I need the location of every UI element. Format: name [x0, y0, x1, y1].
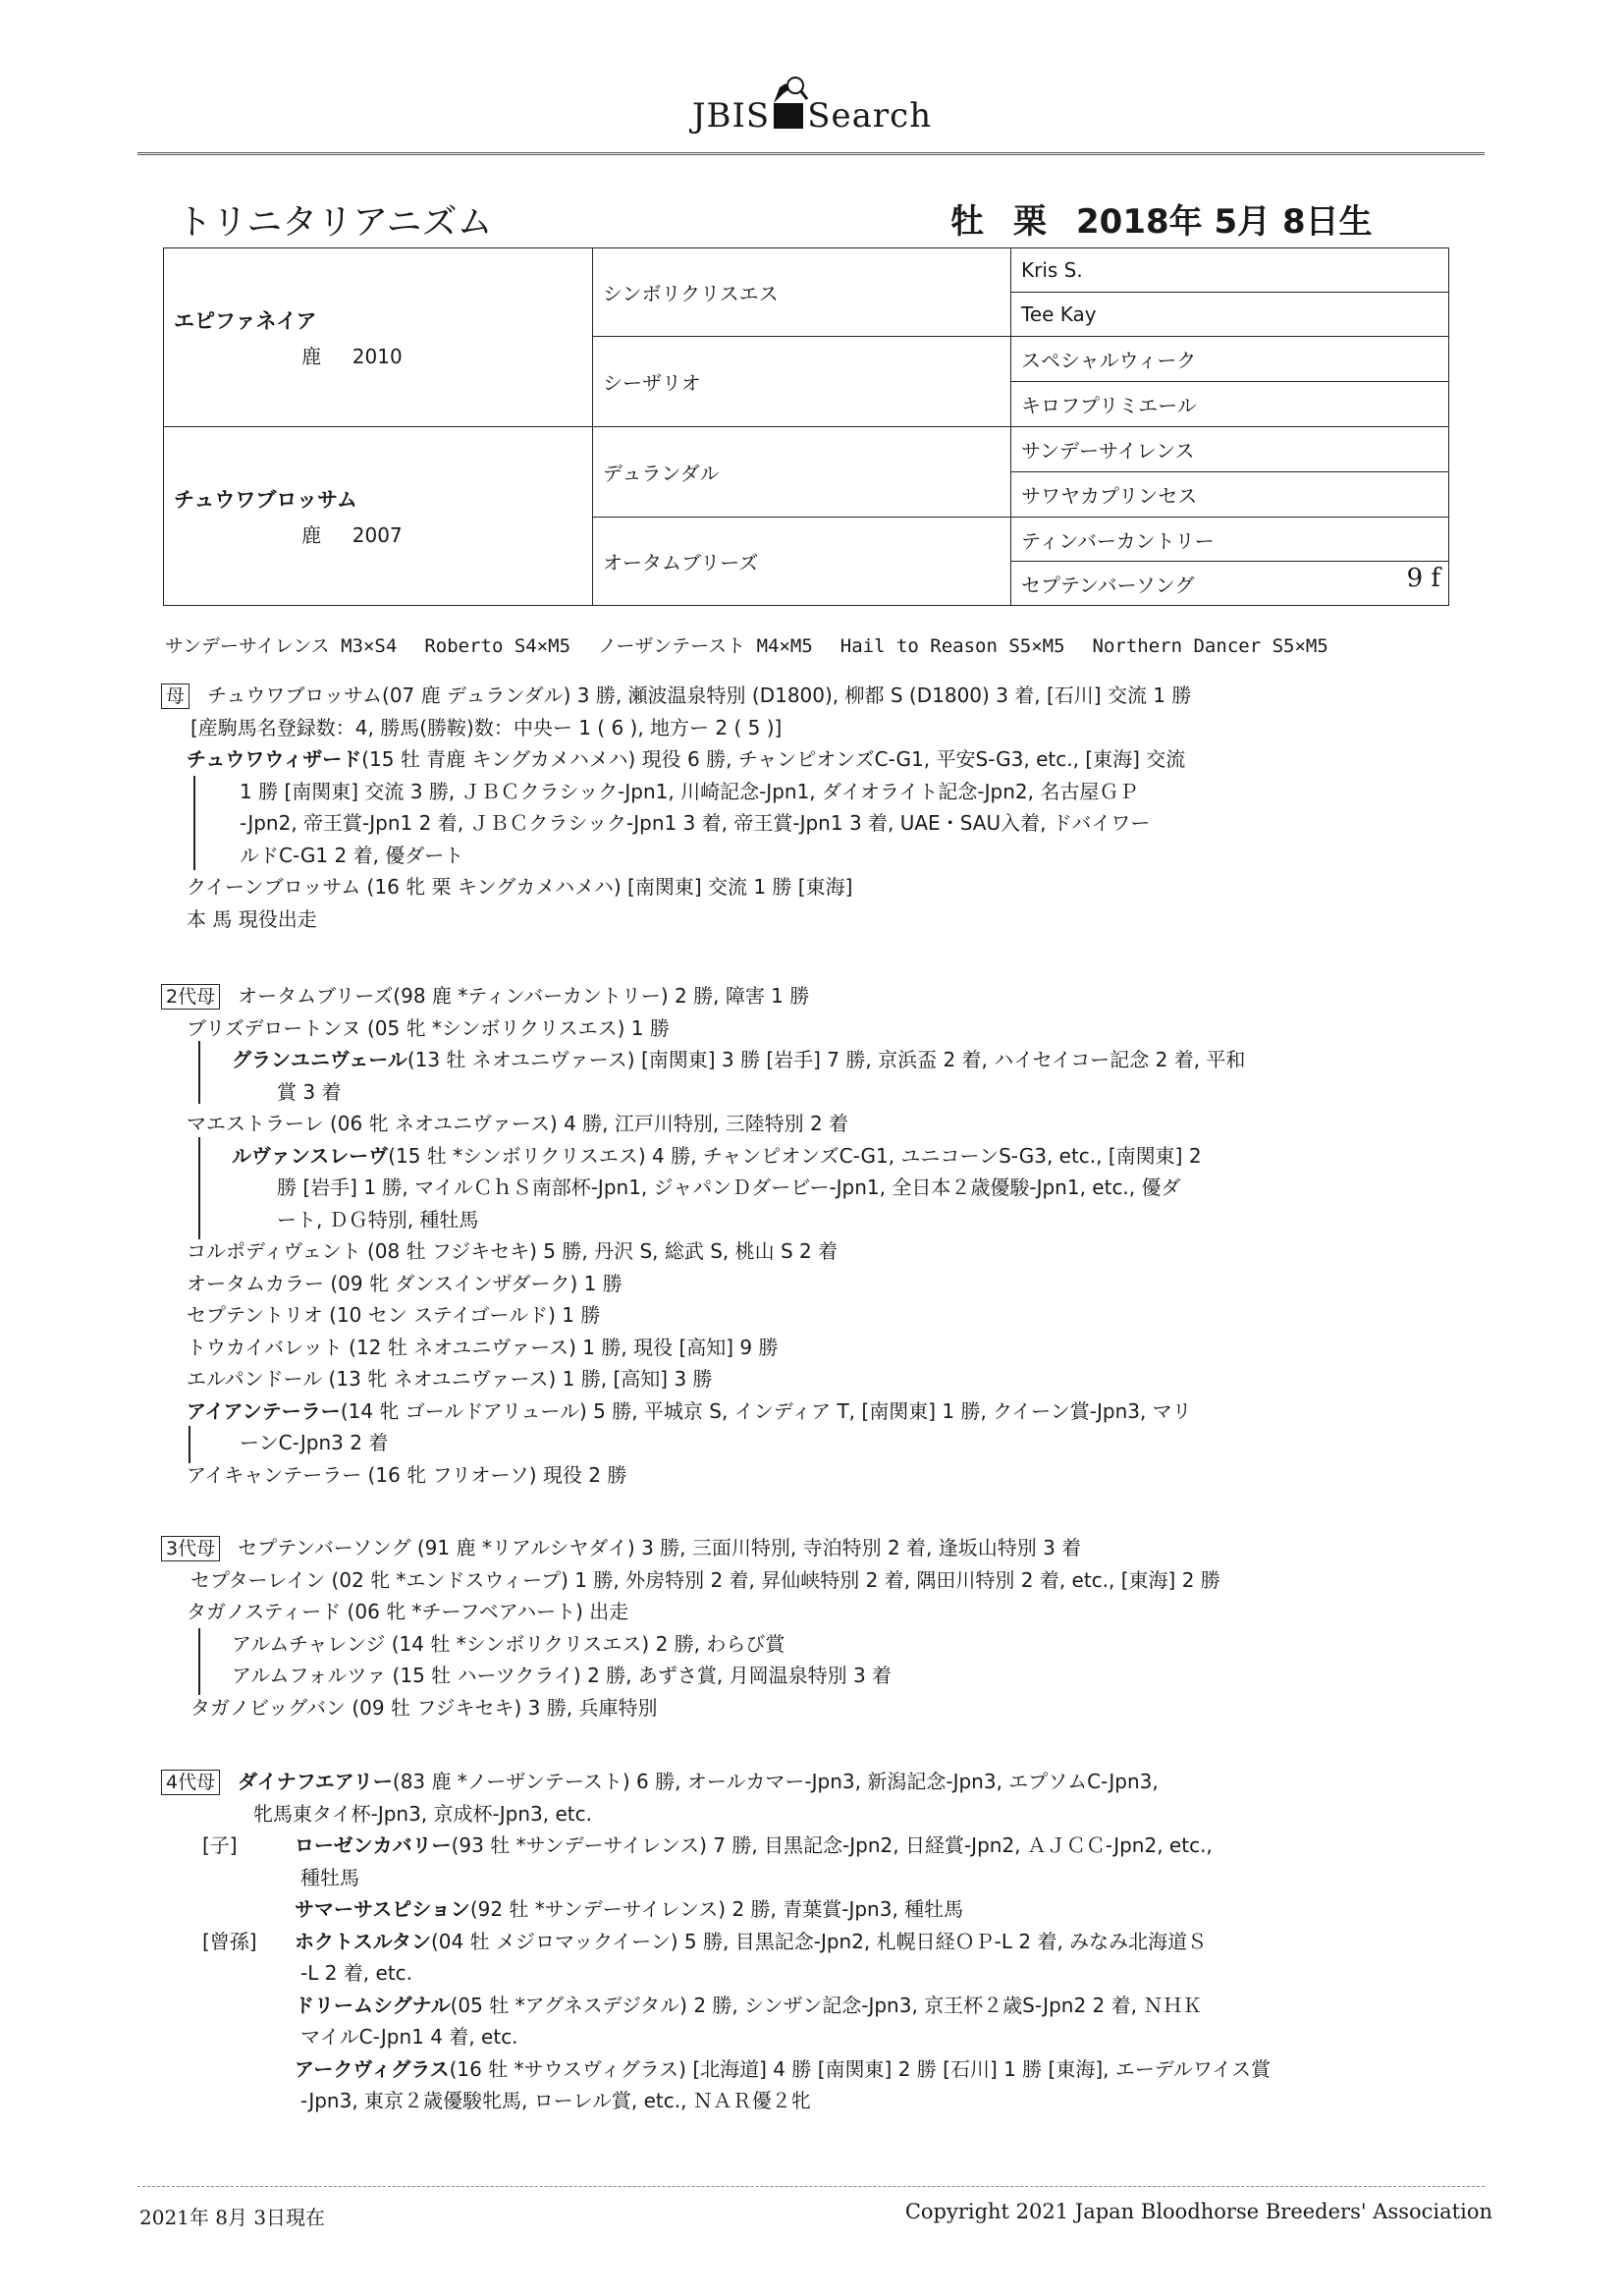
list-item [161, 1532, 1220, 1564]
list-text: (04 牡 メジロマックイーン) 5 勝, 目黒記念-Jpn2, 札幌日経ＯＰ-L 2 着, みなみ北海道Ｓ [431, 1929, 1208, 1953]
section-tag: 2代母 [161, 984, 220, 1010]
dam-detail [174, 519, 592, 548]
list-text: (93 牡 *サンデーサイレンス) 7 勝, 目黒記念-Jpn2, 日経賞-Jpn2, ＡＪＣＣ-Jpn2, etc., [451, 1833, 1213, 1857]
horse-link[interactable]: ドリームシグナル [295, 1993, 451, 2017]
horse-link[interactable]: チュウワウィザード [187, 747, 362, 771]
section-2nd-dam [161, 980, 1245, 1491]
list-item [161, 680, 1191, 712]
horse-info [950, 194, 1402, 243]
pedigree-dam-cell [164, 427, 593, 606]
list-item: コルポディヴェント (08 牡 フジキセキ) 5 勝, 丹沢 S, 総武 S, 桃山 S 2 着 [187, 1239, 839, 1263]
footer-rule [137, 2186, 1485, 2188]
horse-link[interactable]: グランユニヴェール [232, 1048, 407, 1071]
list-item [161, 743, 1191, 776]
list-text: (15 牡 *シンボリクリスエス) 4 勝, チャンピオンズC-G1, ユニコーンS-G3, etc., [南関東] 2 [388, 1143, 1202, 1168]
list-item: 1 勝 [南関東] 交流 3 勝, ＪＢＣクラシック-Jpn1, 川崎記念-Jpn1, ダイオライト記念-Jpn2, 名古屋ＧＰ [240, 779, 1139, 803]
list-item [161, 1830, 1271, 1862]
list-item: 賞 3 着 [277, 1079, 342, 1104]
horse-name: トリニタリアニズム [177, 202, 493, 243]
inbreeding-1: サンデーサイレンス M3×S4 [165, 635, 398, 657]
list-item: アルムフォルツァ (15 牡 ハーツクライ) 2 勝, あずさ賞, 月岡温泉特別 3 着 [232, 1664, 893, 1687]
list-text: (16 牡 *サウスヴィグラス) [北海道] 4 勝 [南関東] 2 勝 [石川] 1 勝 [東海], エーデルワイス賞 [449, 2056, 1272, 2081]
inbreeding-2: Roberto S4×M5 [424, 635, 571, 657]
pedigree-g3-8: セプテンバーソング [1021, 573, 1195, 597]
horse-birth: 2018年 5月 8日生 [1076, 202, 1373, 242]
pedigree-g3-5: サンデーサイレンス [1011, 427, 1449, 472]
label-child: [子] [202, 1833, 238, 1857]
list-item: ート, ＤＧ特別, 種牡馬 [277, 1207, 479, 1231]
horse-link[interactable]: アイアンテーラー [187, 1398, 341, 1423]
horse-sex: 牡 [950, 202, 984, 242]
section-tag: 4代母 [161, 1770, 220, 1795]
horse-link[interactable]: アークヴィグラス [295, 2056, 450, 2081]
pedigree-g3-2: Tee Kay [1011, 293, 1449, 337]
pedigree-g2-1: シンボリクリスエス [593, 248, 1011, 337]
list-item: -L 2 着, etc. [300, 1961, 413, 1985]
list-item: タガノスティード (06 牝 *チーフベアハート) 出走 [187, 1600, 629, 1623]
family-number: 9 f [1406, 564, 1440, 593]
section-head: オータムブリーズ(98 鹿 *ティンバーカントリー) 2 勝, 障害 1 勝 [238, 984, 810, 1008]
list-text: (15 牡 青鹿 キングカメハメハ) 現役 6 勝, チャンピオンズC-G1, 平安S-G3, etc., [東海] 交流 [361, 747, 1186, 771]
footer-date: 2021年 8月 3日現在 [139, 2206, 326, 2229]
label-great-grandchild: [曾孫] [202, 1929, 257, 1953]
sire-color: 鹿 [301, 345, 321, 368]
list-item: 種牡馬 [300, 1865, 359, 1889]
sire-detail [174, 341, 592, 369]
pedigree-table [163, 247, 1449, 606]
list-item [161, 1140, 1245, 1173]
section-4th-dam [161, 1766, 1271, 2117]
pedigree-g2-3: デュランダル [593, 427, 1011, 518]
inbreeding-5: Northern Dancer S5×M5 [1092, 635, 1328, 657]
list-item: ルドC-G1 2 着, 優ダート [240, 843, 464, 867]
footer-copyright: Copyright 2021 Japan Bloodhorse Breeders' Association [904, 2200, 1492, 2223]
list-text: (14 牝 ゴールドアリュール) 5 勝, 平城京 S, インディア T, [南関東] 1 勝, クイーン賞-Jpn3, マリ [340, 1398, 1192, 1423]
logo-text-jbis: JBIS [691, 96, 771, 136]
list-item: クイーンブロッサム (16 牝 栗 キングカメハメハ) [南関東] 交流 1 勝 [東海] [187, 875, 853, 899]
horse-color: 栗 [1013, 202, 1047, 242]
list-item: [産駒馬名登録数：4, 勝馬(勝鞍)数：中央ー 1 ( 6 ), 地方ー 2 ( 5 )] [190, 715, 783, 739]
list-item: -Jpn2, 帝王賞-Jpn1 2 着, ＪＢＣクラシック-Jpn1 3 着, 帝王賞-Jpn1 3 着, UAE・SAU入着, ドバイワー [240, 811, 1151, 835]
list-item [161, 980, 1245, 1012]
pedigree-g3-7: ティンバーカントリー [1011, 518, 1449, 562]
section-dam [161, 680, 1191, 935]
list-item: マエストラーレ (06 牝 ネオユニヴァース) 4 勝, 江戸川特別, 三陸特別 2 着 [187, 1112, 849, 1135]
dam-name: チュウワブロッサム [174, 488, 357, 512]
logo-text-search: Search [807, 96, 933, 136]
list-item [161, 1893, 1271, 1926]
inbreeding-line [165, 631, 1356, 658]
pedigree-g2-4: オータムブリーズ [593, 518, 1011, 606]
list-item: マイルC-Jpn1 4 着, etc. [300, 2025, 518, 2049]
list-item [161, 1395, 1245, 1428]
list-text: (92 牡 *サンデーサイレンス) 2 勝, 青葉賞-Jpn3, 種牡馬 [469, 1897, 964, 1921]
list-item: 牝馬東タイ杯-Jpn3, 京成杯-Jpn3, etc. [253, 1801, 592, 1826]
tree-connector [198, 1041, 200, 1104]
list-item [161, 2053, 1271, 2086]
section-tag: 母 [161, 683, 189, 709]
sire-year: 2010 [352, 345, 403, 368]
horse-link[interactable]: ルヴァンスレーヴ [232, 1143, 389, 1168]
section-head: (83 鹿 *ノーザンテースト) 6 勝, オールカマー-Jpn3, 新潟記念-Jpn3, エプソムC-Jpn3, [392, 1770, 1159, 1793]
section-head: チュウワブロッサム(07 鹿 デュランダル) 3 勝, 瀬波温泉特別 (D1800), 柳都 S (D1800) 3 着, [石川] 交流 1 勝 [207, 683, 1192, 707]
horse-link[interactable]: ダイナフエアリー [238, 1770, 393, 1793]
sire-name: エピファネイア [174, 309, 317, 333]
header-rule [137, 152, 1485, 159]
list-item: ーンC-Jpn3 2 着 [240, 1431, 389, 1454]
pedigree-g3-1: Kris S. [1011, 248, 1449, 293]
pedigree-g3-4: キロフプリミエール [1011, 382, 1449, 427]
list-item [161, 1044, 1245, 1076]
list-item: セプテントリオ (10 セン ステイゴールド) 1 勝 [187, 1303, 601, 1327]
horse-magnifier-icon [774, 103, 803, 129]
tree-connector [189, 1426, 190, 1463]
list-item: タガノビッグバン (09 牡 フジキセキ) 3 勝, 兵庫特別 [190, 1695, 658, 1720]
inbreeding-4: Hail to Reason S5×M5 [839, 635, 1065, 657]
horse-link[interactable]: サマーサスピション [295, 1897, 470, 1921]
list-item: オータムカラー (09 牝 ダンスインザダーク) 1 勝 [187, 1271, 623, 1295]
dam-color: 鹿 [301, 523, 321, 547]
section-3rd-dam [161, 1532, 1220, 1723]
tree-connector [198, 1628, 200, 1695]
list-item [161, 1990, 1271, 2022]
horse-link[interactable]: ホクトスルタン [295, 1929, 431, 1953]
section-head: セプテンバーソング (91 鹿 *リアルシヤダイ) 3 勝, 三面川特別, 寺泊特別 2 着, 逢坂山特別 3 着 [238, 1536, 1082, 1559]
list-item: アルムチャレンジ (14 牡 *シンボリクリスエス) 2 勝, わらび賞 [232, 1631, 785, 1656]
list-text: (05 牡 *アグネスデジタル) 2 勝, シンザン記念-Jpn3, 京王杯２歳S-Jpn2 2 着, ＮＨＫ [450, 1993, 1203, 2017]
list-text: (13 牡 ネオユニヴァース) [南関東] 3 勝 [岩手] 7 勝, 京浜盃 2 着, ハイセイコー記念 2 着, 平和 [406, 1048, 1246, 1071]
dam-year: 2007 [352, 523, 403, 547]
list-item: -Jpn3, 東京２歳優駿牝馬, ローレル賞, etc., ＮＡＲ優２牝 [300, 2089, 811, 2112]
list-item: エルパンドール (13 牝 ネオユニヴァース) 1 勝, [高知] 3 勝 [187, 1367, 713, 1391]
tree-connector [193, 776, 195, 870]
pedigree-g2-2: シーザリオ [593, 337, 1011, 427]
list-item [161, 1766, 1271, 1798]
list-item [161, 1926, 1271, 1958]
pedigree-g3-6: サワヤカプリンセス [1011, 472, 1449, 518]
list-item: 本 馬 現役出走 [187, 906, 317, 931]
pedigree-g3-8-cell [1011, 562, 1449, 606]
list-item: トウカイバレット (12 牡 ネオユニヴァース) 1 勝, 現役 [高知] 9 勝 [187, 1335, 779, 1359]
pedigree-g3-3: スペシャルウィーク [1011, 337, 1449, 382]
list-item: アイキャンテーラー (16 牝 フリオーソ) 現役 2 勝 [187, 1462, 627, 1487]
tree-connector [198, 1137, 200, 1239]
section-tag: 3代母 [161, 1536, 220, 1561]
list-item: ブリズデロートンヌ (05 牝 *シンボリクリスエス) 1 勝 [187, 1015, 670, 1040]
inbreeding-3: ノーザンテースト M4×M5 [598, 635, 813, 657]
jbis-search-logo [0, 96, 1624, 136]
pedigree-sire-cell [164, 248, 593, 427]
list-item: 勝 [岩手] 1 勝, マイルＣｈＳ南部杯-Jpn1, ジャパンＤダービー-Jpn1, 全日本２歳優駿-Jpn1, etc., 優ダ [277, 1175, 1181, 1199]
horse-link[interactable]: ローゼンカバリー [295, 1833, 452, 1857]
list-item: セプターレイン (02 牝 *エンドスウィープ) 1 勝, 外房特別 2 着, 昇仙峡特別 2 着, 隅田川特別 2 着, etc., [東海] 2 勝 [190, 1567, 1220, 1592]
